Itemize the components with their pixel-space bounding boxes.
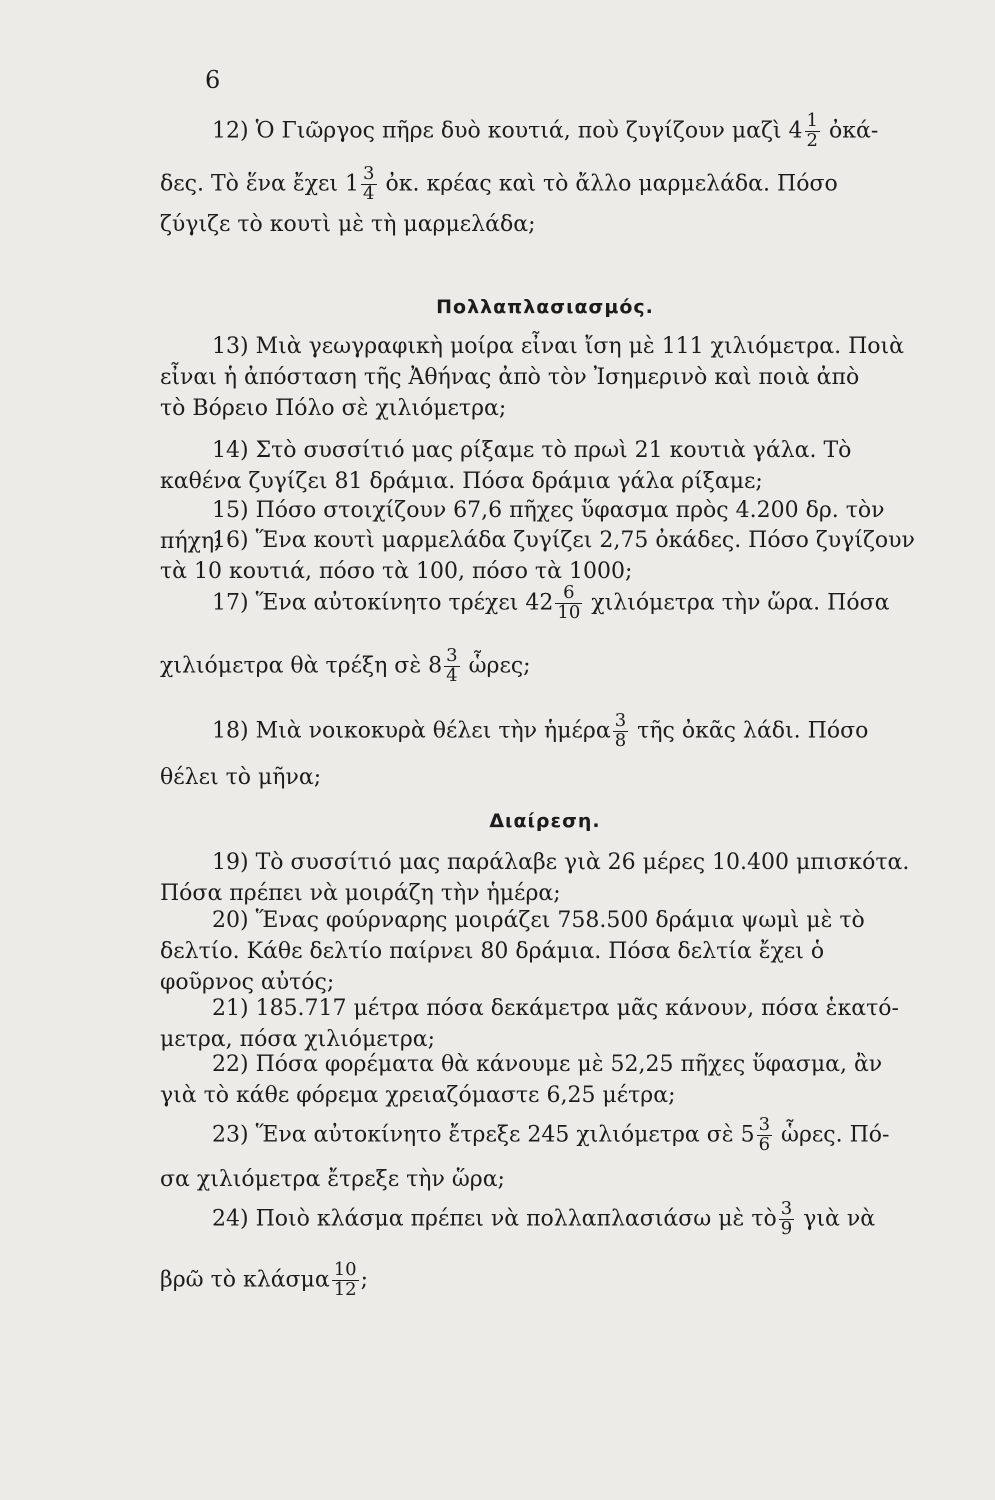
fraction: $\frac{3}{4}$: [446, 644, 458, 686]
page-number: 6: [205, 66, 221, 94]
fraction: $\frac{10}{12}$: [333, 1258, 357, 1300]
problem-15: 15) Πόσο στοιχίζουν 67,6 πῆχες ὕφασμα πρὸς 4.200 δρ. τὸν πήχη;: [160, 498, 885, 554]
problem-24: 24) Ποιὸ κλάσμα πρέπει νὰ πολλαπλασιάσω μὲ τὸ $\frac{3}{9}$ γιὰ νὰ βρῶ τὸ κλάσμα $\frac{10}{12}$ ;: [160, 1198, 876, 1300]
problem-17: 17) Ἕνα αὐτοκίνητο τρέχει 42 $\frac{6}{10}$ χιλιόμετρα τὴν ὥρα. Πόσα χιλιόμετρα θὰ τρέξη σὲ 8 $\frac{3}{4}$ ὧρες;: [160, 582, 890, 686]
fraction: $\frac{3}{6}$: [758, 1114, 771, 1155]
heading-multiplication: Πολλαπλασιασμός.: [436, 296, 654, 318]
problem-16: 16) Ἕνα κουτὶ μαρμελάδα ζυγίζει 2,75 ὀκάδες. Πόσο ζυγίζουν τὰ 10 κουτιά, πόσο τὰ 100, πόσο τὰ 1000;: [160, 528, 915, 584]
problem-23: 23) Ἕνα αὐτοκίνητο ἔτρεξε 245 χιλιόμετρα σὲ 5 $\frac{3}{6}$ ὧρες. Πό- σα χιλιόμετρα ἔτρεξε τὴν ὥρα;: [160, 1114, 890, 1192]
fraction: $\frac{3}{8}$: [614, 710, 627, 751]
fraction: $\frac{1}{2}$: [806, 110, 818, 151]
fraction: $\frac{3}{9}$: [780, 1198, 793, 1239]
problem-14: 14) Στὸ συσσίτιό μας ρίξαμε τὸ πρωὶ 21 κουτιὰ γάλα. Τὸ καθένα ζυγίζει 81 δράμια. Πόσα δράμια γάλα ρίξαμε;: [160, 438, 852, 494]
problem-19: 19) Τὸ συσσίτιό μας παράλαβε γιὰ 26 μέρες 10.400 μπισκότα. Πόσα πρέπει νὰ μοιράζη τὴν ἡμέρα;: [160, 850, 910, 906]
problem-13: 13) Μιὰ γεωγραφικὴ μοίρα εἶναι ἴση μὲ 111 χιλιόμετρα. Ποιὰ εἶναι ἡ ἀπόσταση τῆς Ἀθήνας ἀπὸ τὸν Ἰσημερινὸ καὶ ποιὰ ἀπὸ τὸ Βόρειο Πόλο σὲ χιλιόμετρα;: [160, 334, 905, 421]
problem-20: 20) Ἕνας φούρναρης μοιράζει 758.500 δράμια ψωμὶ μὲ τὸ δελτίο. Κάθε δελτίο παίρνει 80 δράμια. Πόσα δελτία ἔχει ὁ φοῦρνος αὐτός;: [160, 908, 865, 995]
problem-22: 22) Πόσα φορέματα θὰ κάνουμε μὲ 52,25 πῆχες ὕφασμα, ἂν γιὰ τὸ κάθε φόρεμα χρειαζόμαστε 6,25 μέτρα;: [160, 1052, 883, 1108]
fraction: $\frac{3}{4}$: [363, 162, 375, 204]
heading-division: Διαίρεση.: [489, 810, 601, 832]
problem-18: 18) Μιὰ νοικοκυρὰ θέλει τὴν ἡμέρα $\frac{3}{8}$ τῆς ὀκᾶς λάδι. Πόσο θέλει τὸ μῆνα;: [160, 710, 869, 790]
fraction: $\frac{6}{10}$: [557, 582, 581, 623]
problem-12: 12) Ὁ Γιῶργος πῆρε δυὸ κουτιά, ποὺ ζυγίζουν μαζὶ 4 $\frac{1}{2}$ ὀκά- δες. Τὸ ἕνα ἔχει 1 $\frac{3}{4}$ ὀκ. κρέας καὶ τὸ ἄλλο μαρμελάδα. Πόσο ζύγιζε τὸ κουτὶ μὲ τὴ μαρμελάδα;: [160, 110, 879, 237]
problem-21: 21) 185.717 μέτρα πόσα δεκάμετρα μᾶς κάνουν, πόσα ἑκατό- μετρα, πόσα χιλιόμετρα;: [160, 996, 899, 1052]
